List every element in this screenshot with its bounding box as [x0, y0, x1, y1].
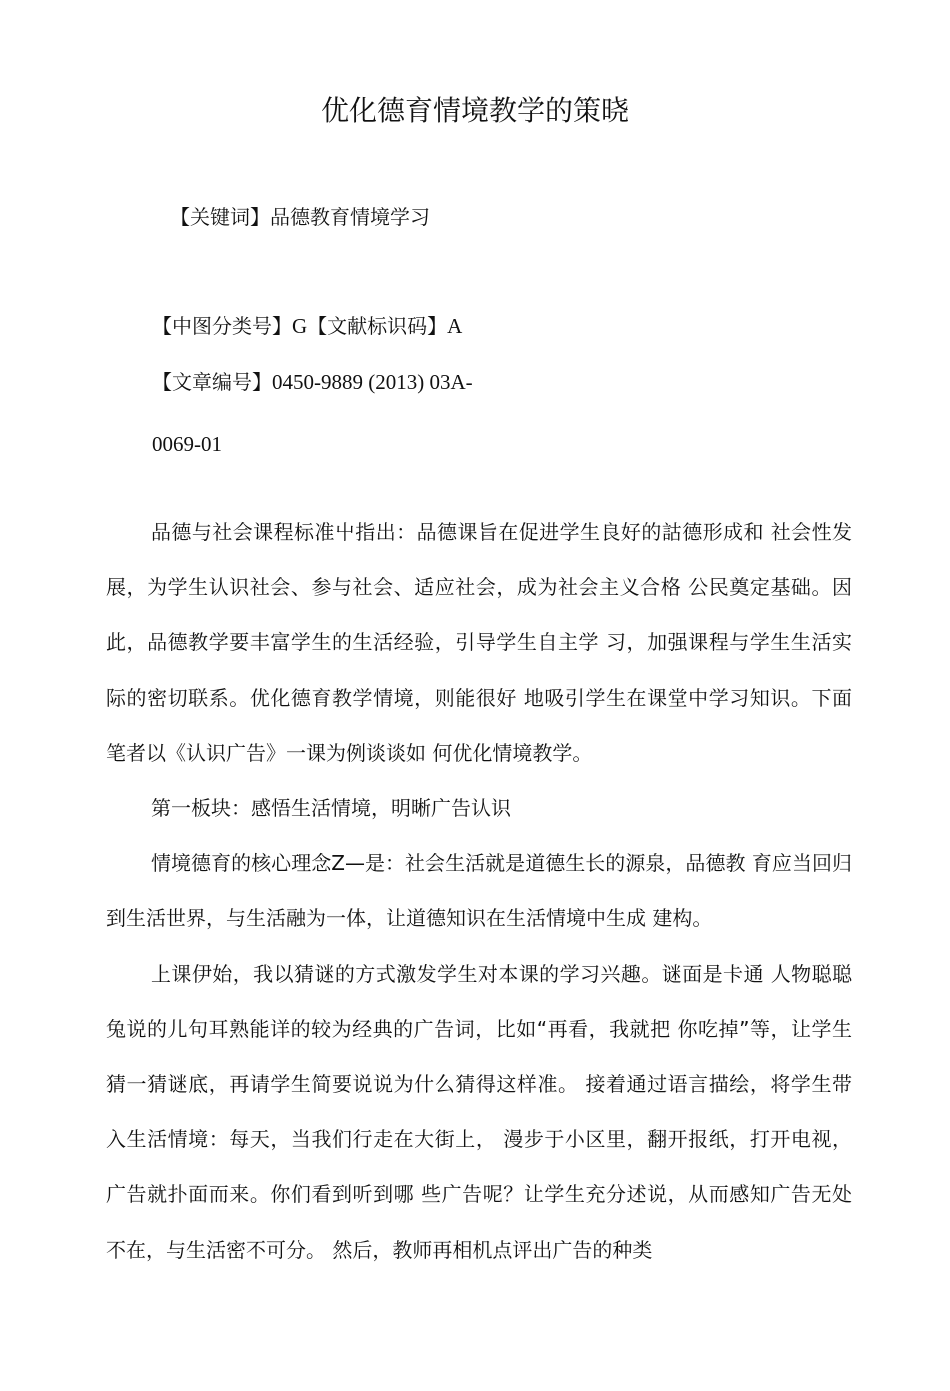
article-number-continued: 0069-01 — [152, 432, 222, 456]
article-body — [106, 505, 852, 1278]
doc-code-value: A — [447, 314, 463, 338]
keywords-line — [170, 203, 430, 231]
article-number-value: 0450-9889 (2013) 03A- — [272, 370, 473, 394]
paragraph-class-opening: 上课伊始，我以猜谜的方式激发学生对本课的学习兴趣。谜面是卡通 人物聪聪兔说的儿句耳熟能详的较为经典的广告词，比如“再看，我就把 你吃掉”等，让学生猜一猜谜底，再请学生简要说说为什么猜得这样准。 接着通过语言描绘，将学生带入生活情境：每天，当我们行走在大街上， 漫步于小区里，翻开报纸，打开电视，广告就扑面而来。你们看到听到哪 些广告呢？让学生充分述说，从而感知广告无处不在，与生活密不可分。 然后，教师再相机点评出广告的种类 — [106, 961, 852, 1262]
document-title: 优化德育情境教学的策晓 — [320, 94, 629, 127]
keywords-value: 品德教育情境学习 — [270, 205, 430, 229]
classification-label: 【中图分类号】 — [152, 314, 292, 338]
article-number-label: 【文章编号】 — [152, 370, 272, 394]
classification-line — [152, 312, 462, 340]
article-number-line — [152, 368, 473, 396]
section-heading: 第一板块：感悟生活情境，明晰广告认识 — [151, 796, 511, 821]
classification-value: G — [292, 314, 308, 338]
paragraph-core-idea: 情境德育的核心理念Z—是：社会生活就是道德生长的源泉，品德教 育应当回归到生活世界，与生活融为一体，让道德知识在生活情境中生成 建构。 — [106, 851, 852, 931]
keywords-label: 【关键词】 — [170, 205, 270, 229]
doc-code-label: 【文献标识码】 — [307, 314, 448, 338]
paragraph-intro: 品德与社会课程标准屮指出：品德课旨在促进学生良好的詁德形成和 社会性发展，为学生认识社会、参与社会、适应社会，成为社会主义合格 公民奠定基础。因此，品德教学要丰富学生的生活经验，引导学生自主学 习，加强课程与学生生活实际的密切联系。优化德育教学情境，则能很好 地吸引学生在课堂中学习知识。下面笔者以《认识广告》一课为例谈谈如 何优化情境教学。 — [106, 520, 852, 765]
